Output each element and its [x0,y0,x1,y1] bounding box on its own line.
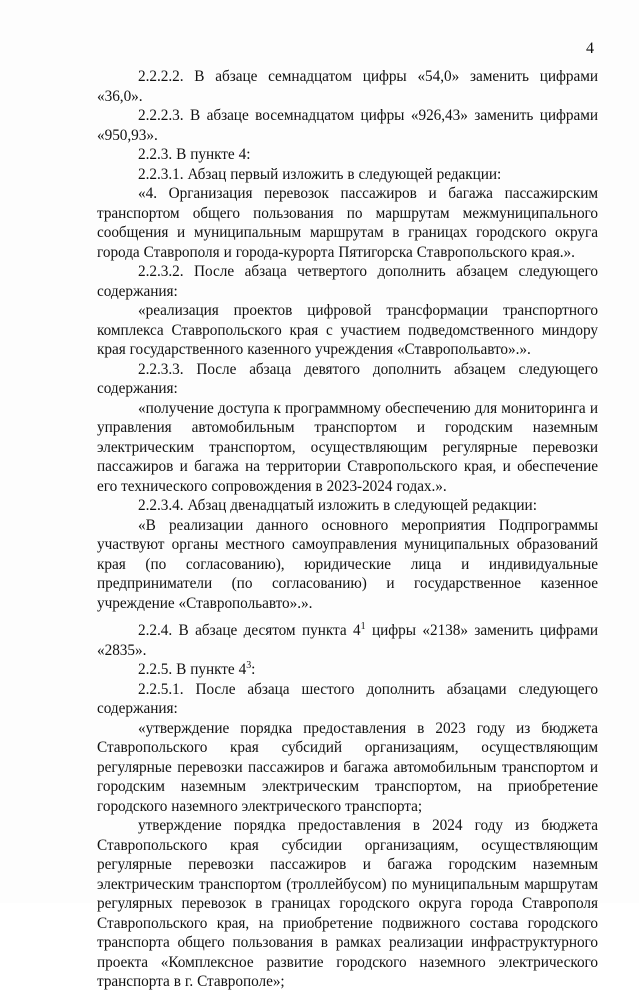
quoted-paragraph-subsidy-2023: «утверждение порядка предоставления в 2023 году из бюджета Ставропольского края субсидий организациям, осуществляющим регулярные перевозки пассажиров и багажа автомобильным транспортом и городским наземным электрическим транспортом, на приобретение городского наземного электрического транспорта; [97,719,598,815]
quoted-paragraph-participants: «В реализации данного основного мероприятия Подпрограммы участвуют органы местного самоуправления муниципальных образований края (по согласованию), юридические лица и индивидуальные предприниматели (по согласованию) и государственное казенное учреждение «Ставропольавто».». [97,516,598,612]
paragraph-2-2-5-post: : [251,661,256,678]
paragraph-2-2-5-sup: 3 [246,660,252,671]
paragraph-subsidy-2024: утверждение порядка предоставления в 2024 году из бюджета Ставропольского края субсидии организациям, осуществляющим регулярные перевозки пассажиров и багажа городским наземным электрическим транспортом (троллейбусом) по муниципальным маршрутам регулярных перевозок в границах городского округа города Ставрополя Ставропольского края, на приобретение подвижного состава городского транспорта общего пользования в рамках реализации инфраструктурного проекта «Комплексное развитие городского наземного электрического транспорта в г. Ставрополе»; [97,817,598,990]
quoted-paragraph-software: «получение доступа к программному обеспечению для мониторинга и управления автомобильным транспортом и городским наземным электрическим транспортом, осуществляющим регулярные перевозки пассажиров и багажа на территории Ставропольского края, и обеспечение его технического сопровождения в 2023-2024 годах.». [97,399,598,495]
paragraph-2-2-3-3: 2.2.3.3. После абзаца девятого дополнить абзацем следующего содержания: [97,360,598,397]
paragraph-2-2-3-1: 2.2.3.1. Абзац первый изложить в следующей редакции: [138,165,502,183]
paragraph-2-2-3-2: 2.2.3.2. После абзаца четвертого дополнить абзацем следующего содержания: [97,263,598,300]
paragraph-2-2-4-post: цифры «2138» заменить цифрами «2835». [97,622,598,659]
quoted-paragraph-digital: «реализация проектов цифровой трансформации транспортного комплекса Ставропольского края с участием подведомственного миндору края государственного казенного учреждения «Ставропольавто».». [97,302,598,358]
document-body [97,67,598,992]
paragraph-2-2-5-1: 2.2.5.1. После абзаца шестого дополнить абзацами следующего содержания: [97,680,598,717]
paragraph-2-2-4-sup: 1 [360,621,366,632]
paragraph-2-2-3-4: 2.2.3.4. Абзац двенадцатый изложить в следующей редакции: [138,497,537,514]
paragraph-2-2-2-3: 2.2.2.3. В абзаце восемнадцатом цифры «926,43» заменить цифрами «950,93». [97,107,598,144]
paragraph-2-2-5 [97,660,598,680]
quoted-paragraph-4: «4. Организация перевозок пассажиров и багажа пассажирским транспортом общего пользования по маршрутам межмуниципального сообщения и муниципальным маршрутам в границах городского округа города Ставрополя и города-курорта Пятигорска Ставропольского края.». [97,185,598,261]
page-number: 4 [586,40,594,57]
paragraph-2-2-4 [97,621,598,660]
paragraph-2-2-4-pre: 2.2.4. В абзаце десятом пункта 4 [138,622,361,639]
paragraph-2-2-2-2: 2.2.2.2. В абзаце семнадцатом цифры «54,0» заменить цифрами «36,0». [97,68,598,105]
paragraph-2-2-5-pre: 2.2.5. В пункте 4 [138,661,247,678]
paragraph-2-2-3: 2.2.3. В пункте 4: [138,146,251,163]
